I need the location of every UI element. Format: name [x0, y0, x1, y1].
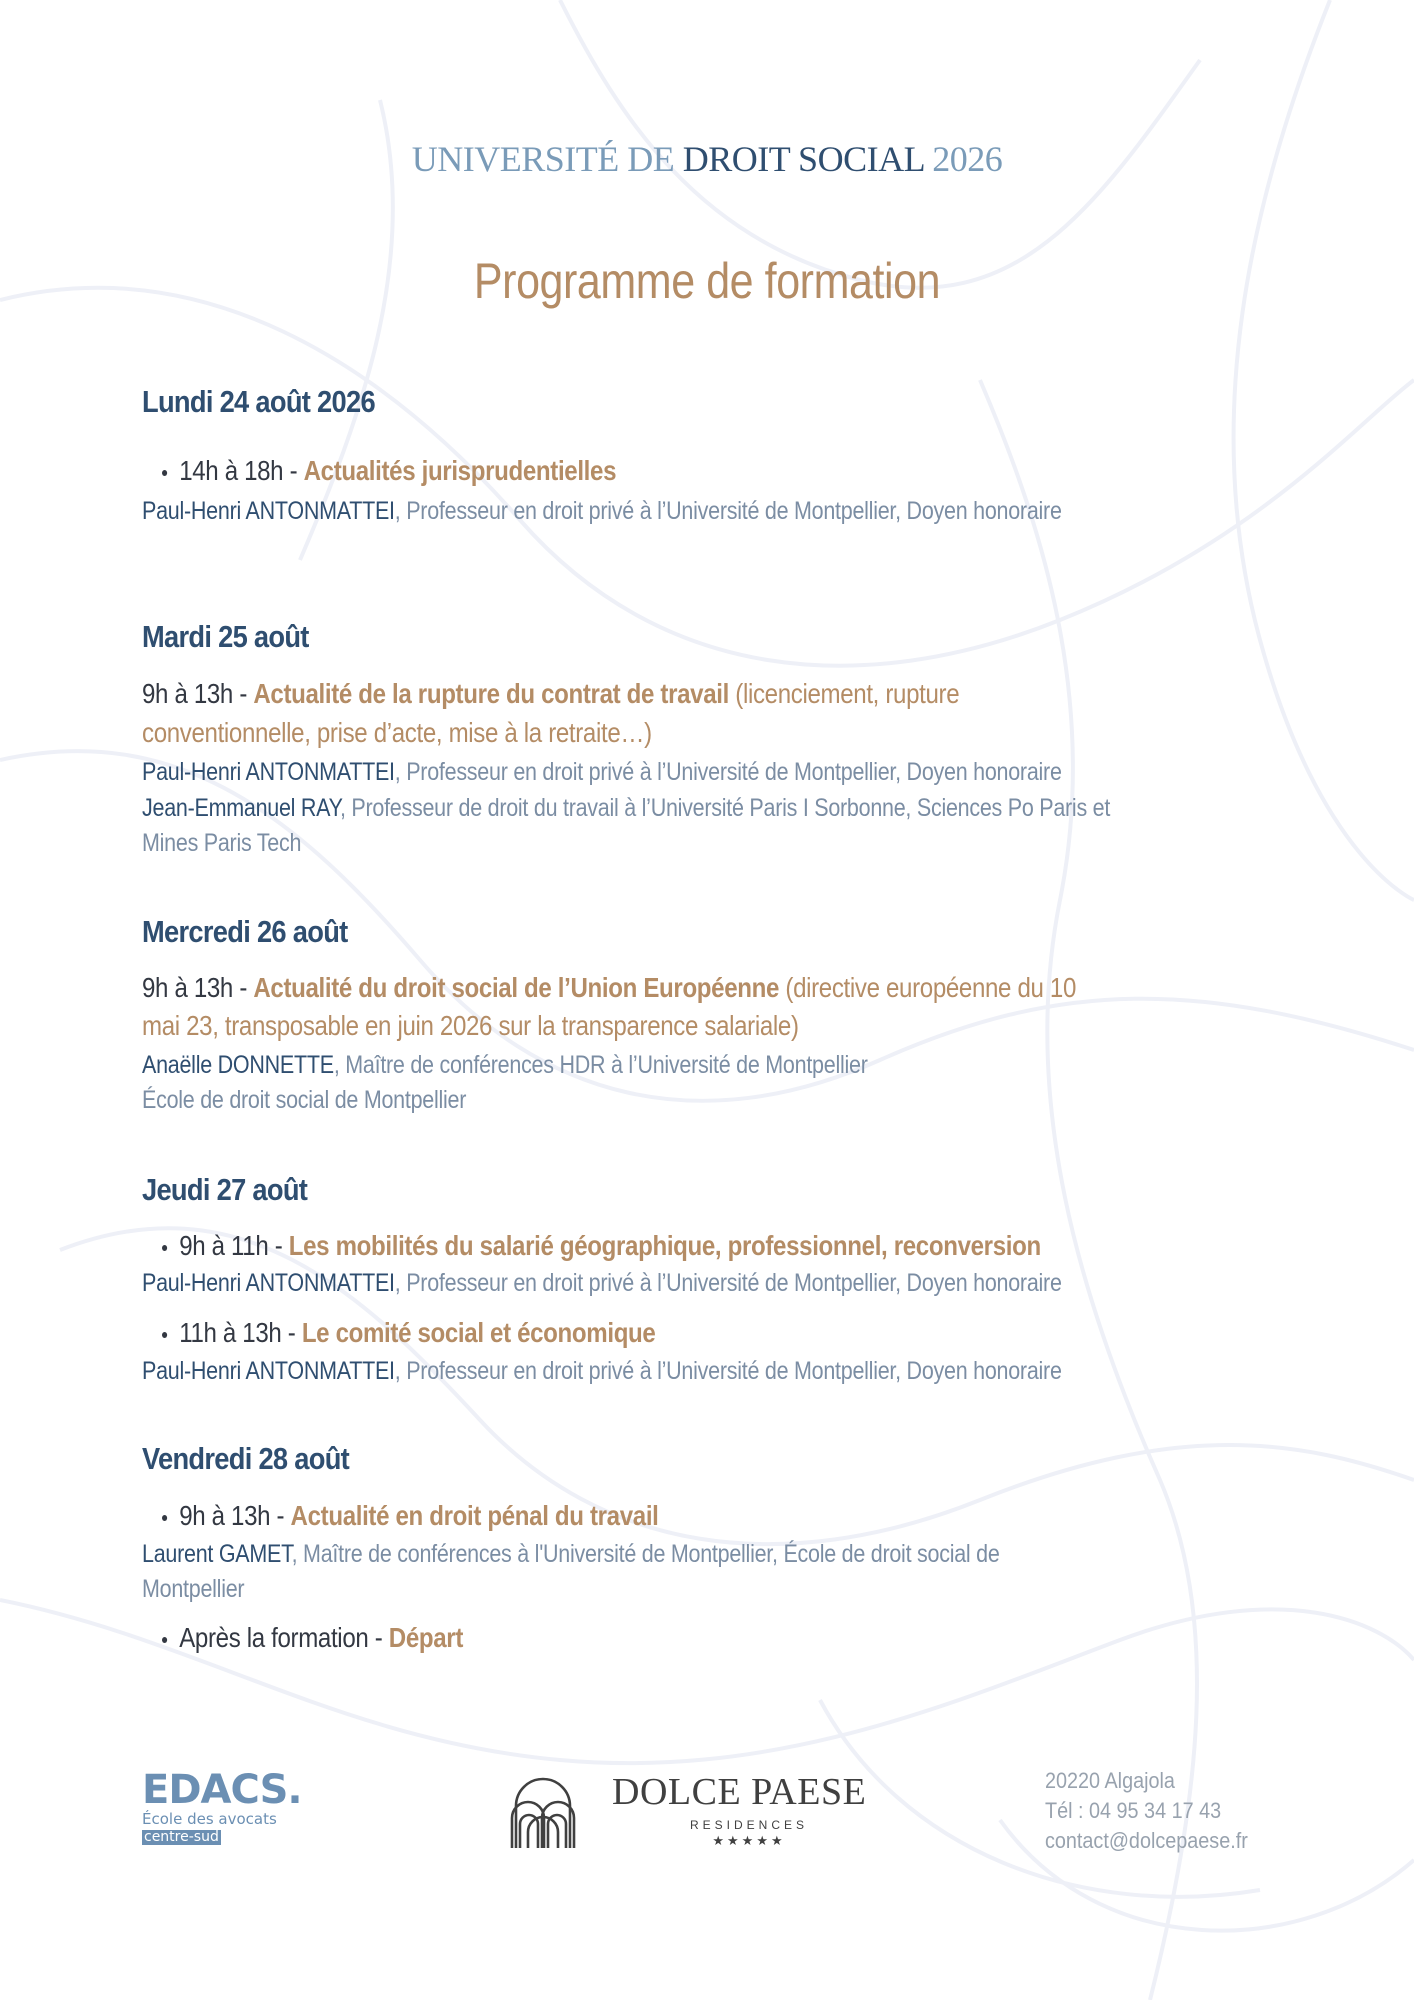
edacs-wordmark: EDACS. [142, 1767, 302, 1813]
speaker-line [142, 497, 1062, 526]
edacs-subtitle: École des avocats [142, 1810, 277, 1828]
session-topic: Le comité social et économique [301, 1317, 656, 1348]
bullet-icon [162, 1515, 167, 1521]
day-heading: Jeudi 27 août [142, 1172, 308, 1207]
event-title [0, 138, 1414, 180]
session-topic: Actualités jurisprudentielles [303, 455, 617, 486]
bullet-icon [162, 1332, 167, 1338]
edacs-badge: centre-sud [144, 1829, 219, 1845]
session-detail: (directive européenne du 10 [779, 972, 1077, 1003]
event-title-year: 2026 [923, 139, 1003, 179]
session-line [162, 1230, 1041, 1262]
page-title: Programme de formation [473, 253, 941, 309]
speaker-role: , Professeur en droit privé à l’Université de Montpellier, Doyen honoraire [394, 1357, 1062, 1385]
speaker-name: Laurent GAMET [142, 1540, 292, 1568]
session-time: Après la formation - [179, 1622, 389, 1653]
session-line [142, 678, 959, 710]
speaker-line [142, 794, 1110, 823]
session-topic: Les mobilités du salarié géographique, professionnel, reconversion [288, 1230, 1041, 1261]
session-topic: Actualité en droit pénal du travail [290, 1500, 659, 1531]
session-time: 14h à 18h - [179, 455, 304, 486]
day-heading: Mercredi 26 août [142, 914, 348, 949]
speaker-name: Anaëlle DONNETTE [142, 1051, 334, 1079]
star-rating-icon: ★★★★★ [712, 1833, 786, 1848]
session-time: 9h à 13h - [142, 972, 254, 1003]
session-time: 9h à 13h - [179, 1500, 291, 1531]
session-detail-cont: mai 23, transposable en juin 2026 sur la transparence salariale) [142, 1010, 799, 1041]
speaker-name: Paul-Henri ANTONMATTEI [142, 1357, 395, 1385]
session-detail: (licenciement, rupture [728, 678, 960, 709]
speaker-name: Paul-Henri ANTONMATTEI [142, 1269, 395, 1297]
session-line [142, 972, 1076, 1004]
speaker-name: Jean-Emmanuel RAY [142, 794, 340, 822]
session-topic: Actualité du droit social de l’Union Européenne [253, 972, 780, 1003]
contact-address: 20220 Algajola [1045, 1768, 1175, 1793]
speaker-name: Paul-Henri ANTONMATTEI [142, 758, 395, 786]
session-line [162, 455, 616, 487]
speaker-role: , Professeur en droit privé à l’Université de Montpellier, Doyen honoraire [394, 497, 1062, 525]
dolce-paese-logo [510, 1762, 890, 1857]
speaker-role-cont: École de droit social de Montpellier [142, 1086, 467, 1114]
speaker-name: Paul-Henri ANTONMATTEI [142, 497, 395, 525]
speaker-line [142, 1051, 868, 1080]
speaker-role: , Professeur de droit du travail à l’Université Paris I Sorbonne, Sciences Po Paris et [339, 794, 1111, 822]
speaker-role: , Professeur en droit privé à l’Université de Montpellier, Doyen honoraire [394, 758, 1062, 786]
session-topic: Actualité de la rupture du contrat de travail [253, 678, 729, 709]
day-heading: Mardi 25 août [142, 619, 309, 654]
bullet-icon [162, 1637, 167, 1643]
speaker-role-cont: Mines Paris Tech [142, 829, 302, 857]
bullet-icon [162, 470, 167, 476]
speaker-line [142, 758, 1062, 787]
session-line [162, 1317, 655, 1349]
session-time: 9h à 11h - [179, 1230, 289, 1261]
edacs-logo [142, 1767, 302, 1846]
dolce-paese-subtitle: RESIDENCES [689, 1818, 809, 1832]
speaker-role: , Professeur en droit privé à l’Université de Montpellier, Doyen honoraire [394, 1269, 1062, 1297]
session-line [162, 1622, 463, 1654]
arches-icon [510, 1772, 576, 1850]
bullet-icon [162, 1245, 167, 1251]
event-title-strong: DROIT SOCIAL [682, 139, 924, 179]
dolce-paese-wordmark: DOLCE PAESE [612, 1771, 867, 1813]
day-heading: Lundi 24 août 2026 [142, 384, 375, 419]
speaker-line [142, 1540, 1000, 1569]
speaker-role: , Maître de conférences à l'Université de Montpellier, École de droit social de [291, 1540, 1000, 1568]
session-detail-cont: conventionnelle, prise d’acte, mise à la retraite…) [142, 717, 652, 748]
speaker-line [142, 1269, 1062, 1298]
contact-phone: Tél : 04 95 34 17 43 [1045, 1798, 1222, 1823]
session-line [162, 1500, 659, 1532]
speaker-role-cont: Montpellier [142, 1575, 245, 1603]
contact-email[interactable]: contact@dolcepaese.fr [1045, 1828, 1248, 1853]
session-time: 9h à 13h - [142, 678, 254, 709]
contact-block [1045, 1766, 1248, 1856]
day-heading: Vendredi 28 août [142, 1441, 350, 1476]
speaker-role: , Maître de conférences HDR à l’Université de Montpellier [333, 1051, 868, 1079]
session-topic: Départ [388, 1622, 463, 1653]
speaker-line [142, 1357, 1062, 1386]
session-time: 11h à 13h - [179, 1317, 302, 1348]
event-title-light: UNIVERSITÉ DE [411, 139, 683, 179]
